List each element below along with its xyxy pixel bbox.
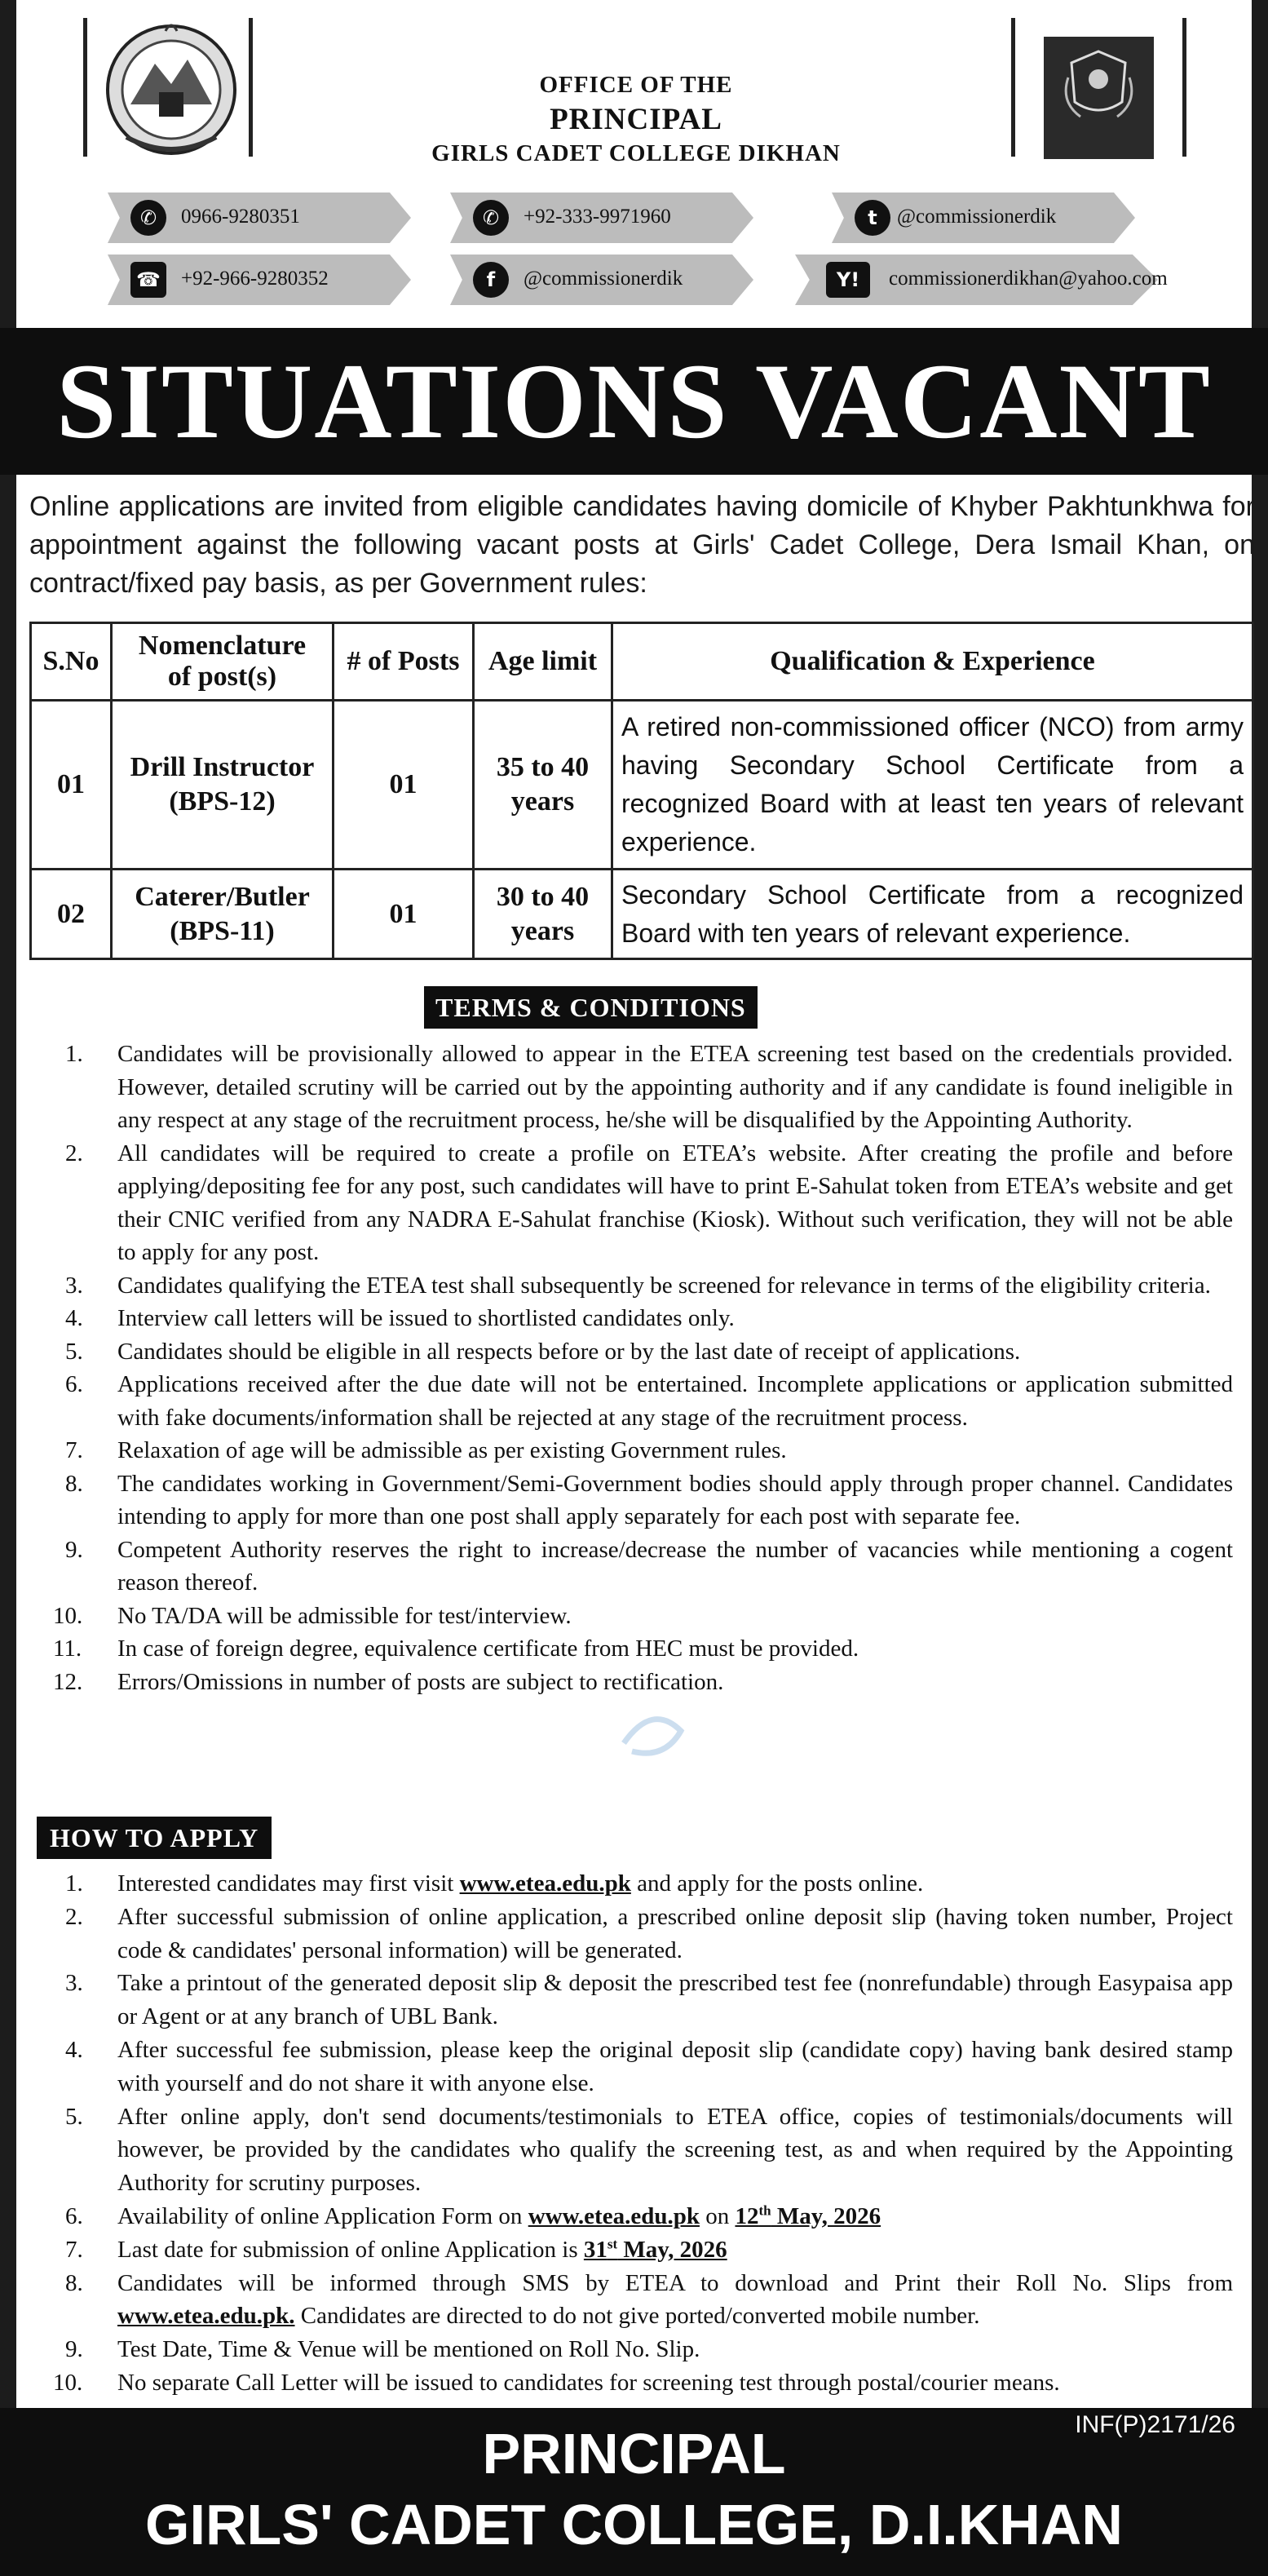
vacancy-table: [29, 622, 1254, 960]
office-title: [285, 72, 987, 167]
step-text: Interested candidates may first visit: [117, 1870, 460, 1897]
list-item: 1. Candidates will be provisionally allowed to appear in the ETEA screening test based on the credentials provided. However, detailed scrutiny will be carried out by the appointing authority and if any candidate is found ineligible in any respect at any stage of the recruitment process, he/she will be disqualified by the Appointing Authority.: [65, 1041, 1233, 1133]
office-line: GIRLS CADET COLLEGE DIKHAN: [431, 140, 841, 166]
inf-code: INF(P)2171/26: [1075, 2411, 1235, 2438]
office-line: OFFICE OF THE: [539, 72, 733, 98]
date-suffix: th: [758, 2202, 771, 2219]
twitter-icon: t: [855, 200, 890, 236]
step-text: Take a printout of the generated deposit slip & deposit the prescribed test fee (nonrefundable) through Easypaisa app or Agent or at any branch of UBL Bank.: [117, 1970, 1233, 2030]
list-item: 9. Competent Authority reserves the right to increase/decrease the number of vacancies while mentioning a cogent reason thereof.: [65, 1536, 1233, 1596]
advertisement-body: [0, 475, 1268, 2408]
term-text: Errors/Omissions in number of posts are subject to rectification.: [117, 1668, 724, 1695]
office-line: PRINCIPAL: [550, 103, 722, 136]
list-item: 2. After successful submission of online application, a prescribed online deposit slip (having token number, Project code & candidates' personal information) will be generated.: [65, 1903, 1233, 1963]
column-header: Age limit: [474, 623, 612, 701]
intro-paragraph: Online applications are invited from eligible candidates having domicile of Khyber Pakhtunkhwa for appointment against the following vacant posts at Girls' Cadet College, Dera Ismail Khan, on contract/fixed pay basis, as per Government rules:: [29, 491, 1255, 599]
twitter-handle: @commissionerdik: [897, 206, 1057, 228]
footer-institution: GIRLS' CADET COLLEGE, D.I.KHAN: [145, 2493, 1123, 2556]
fax-icon: ☎: [130, 262, 166, 298]
list-item: 1. Interested candidates may first visit www.etea.edu.pk and apply for the posts online.: [65, 1870, 924, 1897]
serial-number: 01: [31, 701, 112, 870]
contact-email: [795, 255, 1168, 305]
post-count: 01: [334, 701, 474, 870]
post-title: Drill Instructor: [130, 752, 315, 782]
step-text: After successful fee submission, please keep the original deposit slip (candidate copy) having bank desired stamp with yourself and do not share it with anyone else.: [117, 2036, 1233, 2096]
age-limit: 35 to 40 years: [474, 701, 612, 870]
footer-title: PRINCIPAL: [482, 2422, 786, 2485]
column-header: Qualification & Experience: [612, 623, 1253, 701]
list-item: 10. No separate Call Letter will be issued to candidates for screening test through postal/courier means.: [53, 2369, 1060, 2396]
kp-emblem-logo: [94, 15, 249, 162]
post-name: [112, 870, 334, 959]
term-text: Applications received after the due date will not be entertained. Incomplete applications or application submitted with fake documents/information shall be rejected at any stage of the recruitment process.: [117, 1371, 1233, 1431]
step-text: on: [699, 2202, 736, 2229]
list-item: 3. Candidates qualifying the ETEA test shall subsequently be screened for relevance in terms of the eligibility criteria.: [65, 1272, 1211, 1299]
date-rest: May, 2026: [617, 2236, 727, 2263]
qualification: Secondary School Certificate from a recognized Board with ten years of relevant experience.: [612, 870, 1253, 959]
divider: [249, 18, 253, 157]
contact-twitter: [832, 193, 1135, 243]
phone-icon: ✆: [130, 200, 166, 236]
date-suffix: st: [607, 2236, 618, 2252]
step-text: Last date for submission of online Application is: [117, 2236, 584, 2263]
post-scale: (BPS-12): [169, 786, 276, 817]
term-text: Competent Authority reserves the right to increase/decrease the number of vacancies while mentioning a cogent reason thereof.: [117, 1536, 1233, 1596]
post-scale: (BPS-11): [170, 915, 275, 946]
step-text: Availability of online Application Form on: [117, 2202, 528, 2229]
step-text: After successful submission of online application, a prescribed online deposit slip (having token number, Project code & candidates' personal information) will be generated.: [117, 1903, 1233, 1963]
list-item: 8. The candidates working in Government/Semi-Government bodies should apply through proper channel. Candidates intending to apply for more than one post shall apply separately for each post with separate fee.: [65, 1470, 1233, 1529]
term-text: The candidates working in Government/Semi-Government bodies should apply through proper channel. Candidates intending to apply for more than one post shall apply separately for each post with separate fee.: [117, 1470, 1233, 1529]
step-text: Candidates are directed to do not give ported/converted mobile number.: [294, 2303, 980, 2330]
facebook-icon: f: [473, 262, 509, 298]
divider: [83, 18, 87, 157]
date-rest: May, 2026: [771, 2202, 881, 2229]
step-text: and apply for the posts online.: [630, 1870, 924, 1897]
list-item: 8. Candidates will be informed through SMS by ETEA to download and Print their Roll No. Slips from www.etea.edu.pk. Candidates are directed to do not give ported/converted mobile number.: [65, 2269, 1233, 2330]
step-text: Test Date, Time & Venue will be mentioned on Roll No. Slip.: [117, 2336, 700, 2363]
contact-phone: [108, 193, 411, 243]
list-item: 4. After successful fee submission, please keep the original deposit slip (candidate copy) having bank desired stamp with yourself and do not share it with anyone else.: [65, 2036, 1233, 2096]
term-text: No TA/DA will be admissible for test/interview.: [117, 1602, 572, 1629]
step-text: No separate Call Letter will be issued to candidates for screening test through postal/courier means.: [117, 2369, 1060, 2396]
last-date: [584, 2237, 727, 2263]
yahoo-icon: Y!: [826, 262, 870, 298]
list-item: 6. Applications received after the due date will not be entertained. Incomplete applications or application submitted with fake documents/information shall be rejected at any stage of the recruitment process.: [65, 1371, 1233, 1431]
column-header: Nomenclature of post(s): [112, 623, 334, 701]
term-text: In case of foreign degree, equivalence certificate from HEC must be provided.: [117, 1635, 859, 1662]
contact-fax: [108, 255, 411, 305]
whatsapp-number: +92-333-9971960: [524, 206, 671, 228]
list-item: 10. No TA/DA will be admissible for test/interview.: [53, 1602, 572, 1629]
term-text: Candidates will be provisionally allowed to appear in the ETEA screening test based on the credentials provided. However, detailed scrutiny will be carried out by the appointing authority and if any candidate is found ineligible in any respect at any stage of the recruitment process, he/she will be disqualified by the Appointing Authority.: [117, 1041, 1233, 1133]
age-limit: 30 to 40 years: [474, 870, 612, 959]
terms-heading: TERMS & CONDITIONS: [424, 986, 758, 1029]
how-to-apply-heading: HOW TO APPLY: [37, 1817, 272, 1859]
list-item: 9. Test Date, Time & Venue will be mentioned on Roll No. Slip.: [65, 2336, 700, 2363]
divider: [1182, 18, 1186, 157]
whatsapp-icon: ✆: [473, 200, 509, 236]
list-item: 11. In case of foreign degree, equivalence certificate from HEC must be provided.: [53, 1635, 859, 1662]
post-count: 01: [334, 870, 474, 959]
college-crest-icon: [1044, 37, 1154, 159]
term-text: Candidates should be eligible in all respects before or by the last date of receipt of applications.: [117, 1338, 1021, 1365]
terms-list: [26, 1038, 1233, 1698]
etea-link[interactable]: www.etea.edu.pk: [528, 2202, 700, 2229]
list-item: 2. All candidates will be required to create a profile on ETEA’s website. After creating the profile and before applying/depositing fee for any post, such candidates will have to print E-Sahulat token from ETEA’s website and get their CNIC verified from any NADRA E-Sahulat franchise (Kiosk). Without such verification, they will not be able to apply for any post.: [65, 1140, 1233, 1265]
contact-whatsapp: [450, 193, 753, 243]
email-address: commissionerdikhan@yahoo.com: [889, 268, 1168, 290]
list-item: 5. After online apply, don't send documents/testimonials to ETEA office, copies of testimonials/documents will however, be provided by the candidates who qualify the screening test, as and when required by the Appointing Authority for scrutiny purposes.: [65, 2103, 1233, 2197]
list-item: 7. Last date for submission of online Application is 31st May, 2026: [65, 2236, 727, 2263]
list-item: 3. Take a printout of the generated deposit slip & deposit the prescribed test fee (nonrefundable) through Easypaisa app or Agent or at any branch of UBL Bank.: [65, 1970, 1233, 2030]
list-item: 7. Relaxation of age will be admissible as per existing Government rules.: [65, 1437, 787, 1463]
facebook-handle: @commissionerdik: [524, 268, 683, 290]
letterhead: [0, 0, 1268, 328]
list-item: 5. Candidates should be eligible in all respects before or by the last date of receipt of applications.: [65, 1338, 1021, 1365]
footer-band: [0, 2408, 1268, 2576]
term-text: Interview call letters will be issued to shortlisted candidates only.: [117, 1305, 735, 1331]
phone-number: 0966-9280351: [181, 206, 300, 228]
term-text: Candidates qualifying the ETEA test shall subsequently be screened for relevance in terms of the eligibility criteria.: [117, 1272, 1211, 1299]
list-item: 4. Interview call letters will be issued to shortlisted candidates only.: [65, 1305, 735, 1331]
contact-facebook: [450, 255, 753, 305]
step-text: After online apply, don't send documents/testimonials to ETEA office, copies of testimonials/documents will however, be provided by the candidates who qualify the screening test, as and when required by the Appointing Authority for scrutiny purposes.: [117, 2103, 1233, 2197]
etea-link[interactable]: www.etea.edu.pk: [459, 1870, 631, 1897]
etea-link[interactable]: www.etea.edu.pk.: [117, 2303, 295, 2330]
fax-number: +92-966-9280352: [181, 268, 329, 290]
how-to-apply-list: [26, 1867, 1233, 2400]
college-logo: [1044, 37, 1154, 159]
title-band: [0, 328, 1268, 475]
post-name: [112, 701, 334, 870]
step-text: Candidates will be informed through SMS by ETEA to download and Print their Roll No. Slips from: [117, 2269, 1233, 2296]
date-day: 31: [583, 2236, 607, 2263]
column-header: S.No: [31, 623, 112, 701]
date-day: 12: [735, 2202, 759, 2229]
page-title: SITUATIONS VACANT: [56, 341, 1212, 461]
serial-number: 02: [31, 870, 112, 959]
column-header: # of Posts: [334, 623, 474, 701]
table-header-row: [31, 623, 1253, 701]
list-item: 12. Errors/Omissions in number of posts are subject to rectification.: [53, 1668, 724, 1695]
post-title: Caterer/Butler: [135, 881, 310, 912]
term-text: All candidates will be required to create a profile on ETEA’s website. After creating the profile and before applying/depositing fee for any post, such candidates will have to print E-Sahulat token from ETEA’s website and get their CNIC verified from any NADRA E-Sahulat franchise (Kiosk). Without such verification, they will not be able to apply for any post.: [117, 1140, 1233, 1265]
table-row: [31, 701, 1253, 870]
availability-date: [735, 2203, 881, 2229]
qualification: A retired non-commissioned officer (NCO) from army having Secondary School Certificate from a recognized Board with at least ten years of relevant experience.: [612, 701, 1253, 870]
divider: [1011, 18, 1015, 157]
term-text: Relaxation of age will be admissible as per existing Government rules.: [117, 1437, 787, 1463]
list-item: 6. Availability of online Application Form on www.etea.edu.pk on 12th May, 2026: [65, 2202, 881, 2229]
table-row: [31, 870, 1253, 959]
watermark-icon: [616, 1698, 689, 1764]
